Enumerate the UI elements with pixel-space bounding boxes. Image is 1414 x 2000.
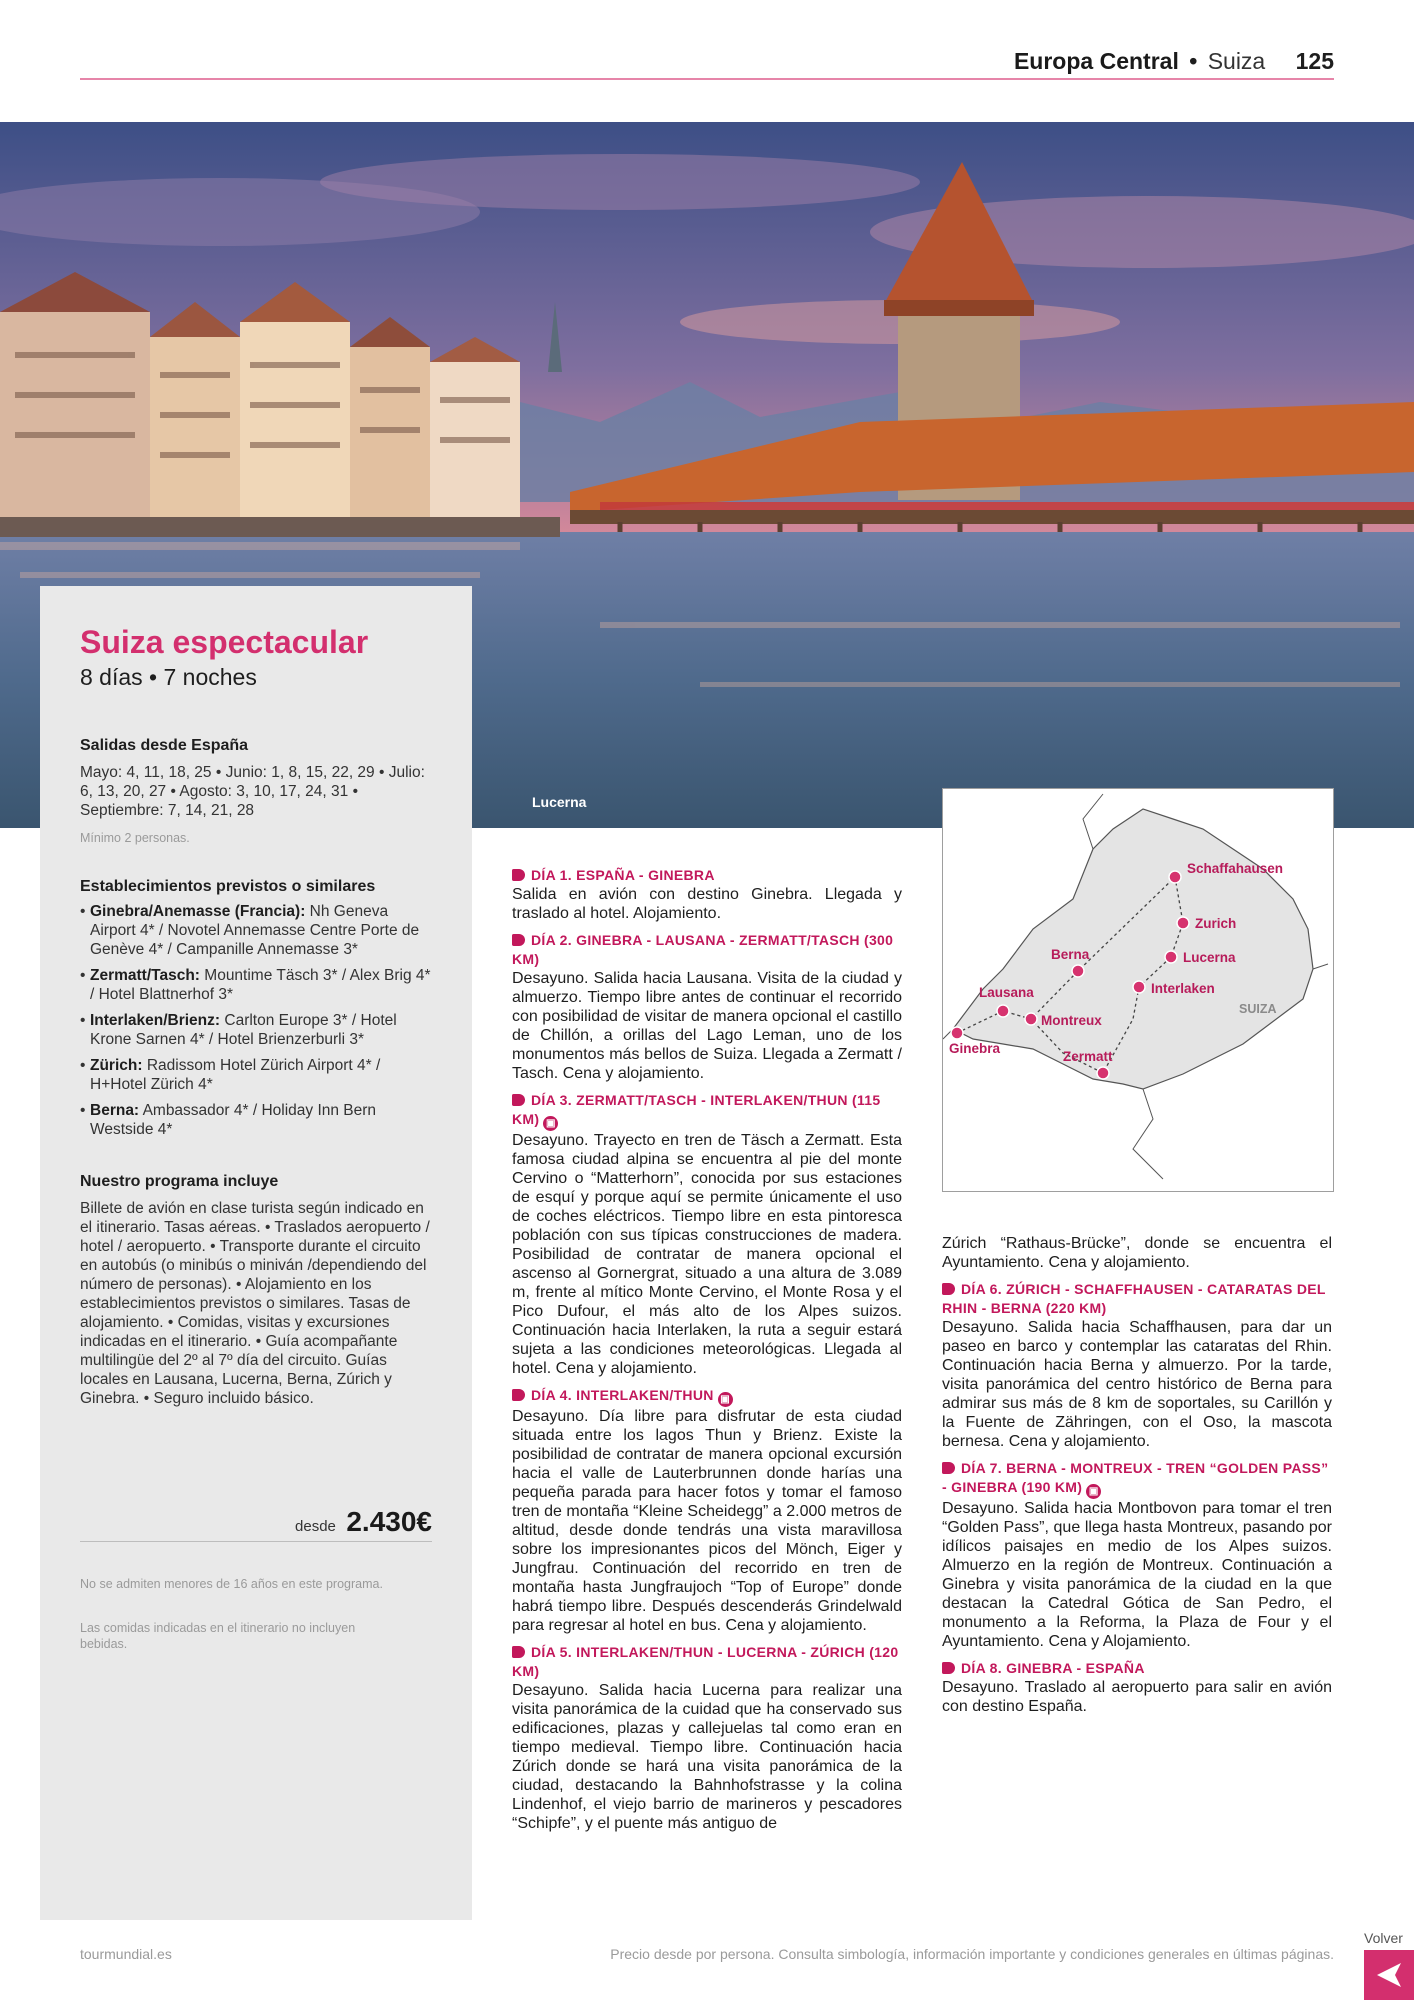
back-arrow-icon xyxy=(1364,1950,1414,2000)
back-button[interactable] xyxy=(1364,1950,1414,2000)
train-icon: ▣ xyxy=(543,1116,558,1131)
switzerland-map xyxy=(943,789,1333,1191)
age-note: No se admiten menores de 16 años en este programa. xyxy=(80,1577,383,1591)
day-4-title xyxy=(512,1386,902,1407)
day-6-text: Desayuno. Salida hacia Schaffhausen, para dar un paseo en barco y contemplar las cataratas del Rhin. Continuación hacia Berna y almuerzo. Por la tarde, visita panorámica del centro histórico de Berna para admirar sus más de 8 km de soportales, su Carillón y la Fuente de Zähringen, con el Oso, la mascota bernesa. Cena y alojamiento. xyxy=(942,1319,1332,1450)
hotel-names: Ambassador 4* / Holiday Inn Bern Westside 4* xyxy=(90,1102,377,1138)
day-marker-icon xyxy=(512,1646,525,1658)
map-country-label: SUIZA xyxy=(1239,1002,1277,1016)
map-label: Lausana xyxy=(979,985,1034,1000)
day-8-title xyxy=(942,1659,1332,1678)
country-label: Suiza xyxy=(1207,48,1266,74)
map-dot xyxy=(1133,981,1145,993)
map-dot xyxy=(997,1005,1009,1017)
map-dot xyxy=(951,1027,963,1039)
hotel-item xyxy=(80,1101,432,1139)
day-3-title xyxy=(512,1091,902,1131)
train-icon: ▣ xyxy=(1086,1484,1101,1499)
day-marker-icon xyxy=(512,1094,525,1106)
day-4-text: Desayuno. Día libre para disfrutar de esta ciudad situada entre los lagos Thun y Brienz. Existe la posibilidad de contratar de manera opcional excursión hacia el valle de Lauterbrunnen donde harías una pequeña parada para hacer fotos y tomar el famoso tren de montaña “Kleine Scheidegg” a 2.000 metros de altitud, desde donde tendrás una vista maravillosa sobre los impresionantes picos del Mönch, Eiger y Jungfrau. Continuación del recorrido en tren de montaña hasta Jungfraujoch “Top of Europe” donde habrá tiempo libre. Después descenderás Grindelwald para regresar al hotel en bus. Cena y alojamiento. xyxy=(512,1408,902,1634)
train-icon: ▣ xyxy=(718,1392,733,1407)
includes-title: Nuestro programa incluye xyxy=(80,1173,279,1190)
day-2-text: Desayuno. Salida hacia Lausana. Visita de la ciudad y almuerzo. Tiempo libre antes de continuar el recorrido con posibilidad de visitar de manera opcional el castillo de Chillón, a orillas del Lago Leman, uno de los monumentos más bellos de Suiza. Llegada a Zermatt / Tasch. Cena y alojamiento. xyxy=(512,970,902,1082)
map-label: Ginebra xyxy=(949,1041,1001,1056)
heading-separator: • xyxy=(1189,48,1198,74)
meals-note: Las comidas indicadas en el itinerario no incluyen bebidas. xyxy=(80,1621,356,1651)
hotels-title: Establecimientos previstos o similares xyxy=(80,878,376,895)
map-dot xyxy=(1169,871,1181,883)
hotel-names: Radissom Hotel Zürich Airport 4* / H+Hotel Zürich 4* xyxy=(90,1057,381,1093)
day-5-continued-text: Zúrich “Rathaus-Brücke”, donde se encuentra el Ayuntamiento. Cena y alojamiento. xyxy=(942,1235,1332,1271)
departures-title: Salidas desde España xyxy=(80,737,249,754)
trip-title: Suiza espectacular xyxy=(80,624,369,660)
day-title-text: DÍA 7. BERNA - MONTREUX - TREN “GOLDEN PASS” - GINEBRA (190 KM) xyxy=(942,1460,1329,1495)
hotel-item xyxy=(80,1056,432,1094)
day-7-text: Desayuno. Salida hacia Montbovon para tomar el tren “Golden Pass”, que llega hasta Montreux, pasando por idílicos paisajes en medio de los Alpes suizos. Almuerzo en la región de Montreux. Continuación a Ginebra y visita panorámica de la ciudad en la que destacan la Catedral Gótica de San Pedro, el monumento a la Reforma, la Plaza de Four y el Ayuntamiento. Cena y Alojamiento. xyxy=(942,1500,1332,1650)
day-marker-icon xyxy=(512,1389,525,1401)
hotel-city: Berna: xyxy=(90,1102,140,1119)
hotel-names: Carlton Europe 3* / Hotel Krone Sarnen 4* / Hotel Brienzerburli 3* xyxy=(90,1012,397,1048)
day-7-title xyxy=(942,1459,1332,1499)
hotel-city: Zürich: xyxy=(90,1057,143,1074)
map-dot xyxy=(1177,917,1189,929)
day-marker-icon xyxy=(942,1462,955,1474)
itinerary-column-2 xyxy=(942,1234,1332,1724)
map-dot xyxy=(1072,965,1084,977)
hotel-item xyxy=(80,902,432,959)
day-1-title xyxy=(512,866,902,885)
route-map xyxy=(942,788,1334,1192)
map-label: Montreux xyxy=(1041,1013,1102,1028)
day-6-title xyxy=(942,1280,1332,1318)
price-from-label: desde xyxy=(295,1518,336,1535)
map-label: Zermatt xyxy=(1063,1049,1113,1064)
day-title-text: DÍA 4. INTERLAKEN/THUN xyxy=(531,1387,714,1403)
footer-site[interactable]: tourmundial.es xyxy=(80,1946,172,1962)
trip-duration: 8 días • 7 noches xyxy=(80,664,257,690)
footer-note: Precio desde por persona. Consulta simbología, información importante y condiciones generales en últimas páginas. xyxy=(610,1946,1334,1962)
map-label: Berna xyxy=(1051,947,1090,962)
day-title-text: DÍA 6. ZÚRICH - SCHAFFHAUSEN - CATARATAS DEL RHIN - BERNA (220 KM) xyxy=(942,1281,1326,1316)
panel-content xyxy=(80,622,432,1408)
day-title-text: DÍA 5. INTERLAKEN/THUN - LUCERNA - ZÚRICH (120 KM) xyxy=(512,1644,899,1679)
day-3-text: Desayuno. Trayecto en tren de Täsch a Zermatt. Esta famosa ciudad alpina se encuentra al pie del monte Cervino o “Matterhorn”, conocida por sus estaciones de esquí y porque aquí se permite únicamente el uso de coches eléctricos. Tiempo libre en esta pintoresca población con sus típicas construcciones de madera. Posibilidad de contratar de manera opcional el ascenso al Gornergrat, situado a una altura de 3.089 m, frente al mítico Monte Cervino, el Monte Rosa y el Pico Dufour, el más alto de los Alpes suizos. Continuación hacia Interlaken, la ruta a seguir estará sujeta a las condiciones meteorológicas. Llegada al hotel. Cena y alojamiento. xyxy=(512,1132,902,1377)
hotel-names: Mountime Täsch 3* / Alex Brig 4* / Hotel Blattnerhof 3* xyxy=(90,967,431,1003)
hotel-city: Zermatt/Tasch: xyxy=(90,967,200,984)
day-marker-icon xyxy=(942,1662,955,1674)
day-5-title xyxy=(512,1643,902,1681)
section-heading xyxy=(1014,48,1334,75)
map-label: Zurich xyxy=(1195,916,1237,931)
map-dot xyxy=(1025,1013,1037,1025)
hotel-city: Ginebra/Anemasse (Francia): xyxy=(90,903,306,920)
country-outline xyxy=(953,809,1313,1089)
minimum-note: Mínimo 2 personas. xyxy=(80,831,190,845)
map-dot xyxy=(1097,1067,1109,1079)
day-marker-icon xyxy=(512,934,525,946)
day-title-text: DÍA 2. GINEBRA - LAUSANA - ZERMATT/TASCH (300 KM) xyxy=(512,932,894,967)
hotel-item xyxy=(80,1011,432,1049)
page-header xyxy=(80,48,1334,80)
photo-caption: Lucerna xyxy=(532,794,587,810)
day-marker-icon xyxy=(942,1283,955,1295)
region-label: Europa Central xyxy=(1013,48,1179,74)
price-row xyxy=(80,1506,432,1542)
itinerary-column-1 xyxy=(512,866,902,1841)
includes-text: Billete de avión en clase turista según indicado en el itinerario. Tasas aéreas. • Traslados aeropuerto / hotel / aeropuerto. • Transporte durante el circuito en autobús (o minibús o miniván /dependiendo del número de personas). • Alojamiento en los establecimientos previstos o similares. Tasas de alojamiento. • Comidas, visitas y excursiones indicadas en el itinerario. • Guía acompañante multilingüe del 2º al 7º día del circuito. Guías locales en Lausana, Lucerna, Berna, Zúrich y Ginebra. • Seguro incluido básico. xyxy=(80,1200,430,1407)
header-divider xyxy=(80,78,1334,80)
day-8-text: Desayuno. Traslado al aeropuerto para salir en avión con destino España. xyxy=(942,1679,1332,1715)
day-marker-icon xyxy=(512,869,525,881)
map-dot xyxy=(1165,951,1177,963)
day-1-text: Salida en avión con destino Ginebra. Llegada y traslado al hotel. Alojamiento. xyxy=(512,886,902,922)
hotel-item xyxy=(80,966,432,1004)
trip-summary-panel xyxy=(40,586,472,1920)
price-amount: 2.430€ xyxy=(346,1506,432,1537)
map-label: Lucerna xyxy=(1183,950,1236,965)
day-5-text: Desayuno. Salida hacia Lucerna para realizar una visita panorámica de la cuidad que ha conservado sus edificaciones, plazas y callejuelas tal como eran en tiempo medieval. Tiempo libre. Continuación hacia Zúrich donde se hará una visita panorámica de la ciudad, destacando la Bahnhofstrasse y la colina Lindenhof, el viejo barrio de marineros y pescadores “Schipfe”, y el puente más antiguo de xyxy=(512,1682,902,1832)
map-label: Schaffahausen xyxy=(1187,861,1284,876)
map-label: Interlaken xyxy=(1151,981,1215,996)
day-title-text: DÍA 1. ESPAÑA - GINEBRA xyxy=(531,867,715,883)
back-label: Volver xyxy=(1364,1930,1403,1946)
hotel-city: Interlaken/Brienz: xyxy=(90,1012,221,1029)
departure-dates: Mayo: 4, 11, 18, 25 • Junio: 1, 8, 15, 22, 29 • Julio: 6, 13, 20, 27 • Agosto: 3, 10, 17, 24, 31 • Septiembre: 7, 14, 21, 28 xyxy=(80,764,425,819)
day-title-text: DÍA 3. ZERMATT/TASCH - INTERLAKEN/THUN (115 KM) xyxy=(512,1092,881,1127)
hotel-names: Nh Geneva Airport 4* / Novotel Annemasse Centre Porte de Genève 4* / Campanille Annemasse 3* xyxy=(90,903,420,958)
day-2-title xyxy=(512,931,902,969)
day-title-text: DÍA 8. GINEBRA - ESPAÑA xyxy=(961,1660,1145,1676)
page-number: 125 xyxy=(1295,48,1334,74)
hotel-list xyxy=(80,902,432,1139)
